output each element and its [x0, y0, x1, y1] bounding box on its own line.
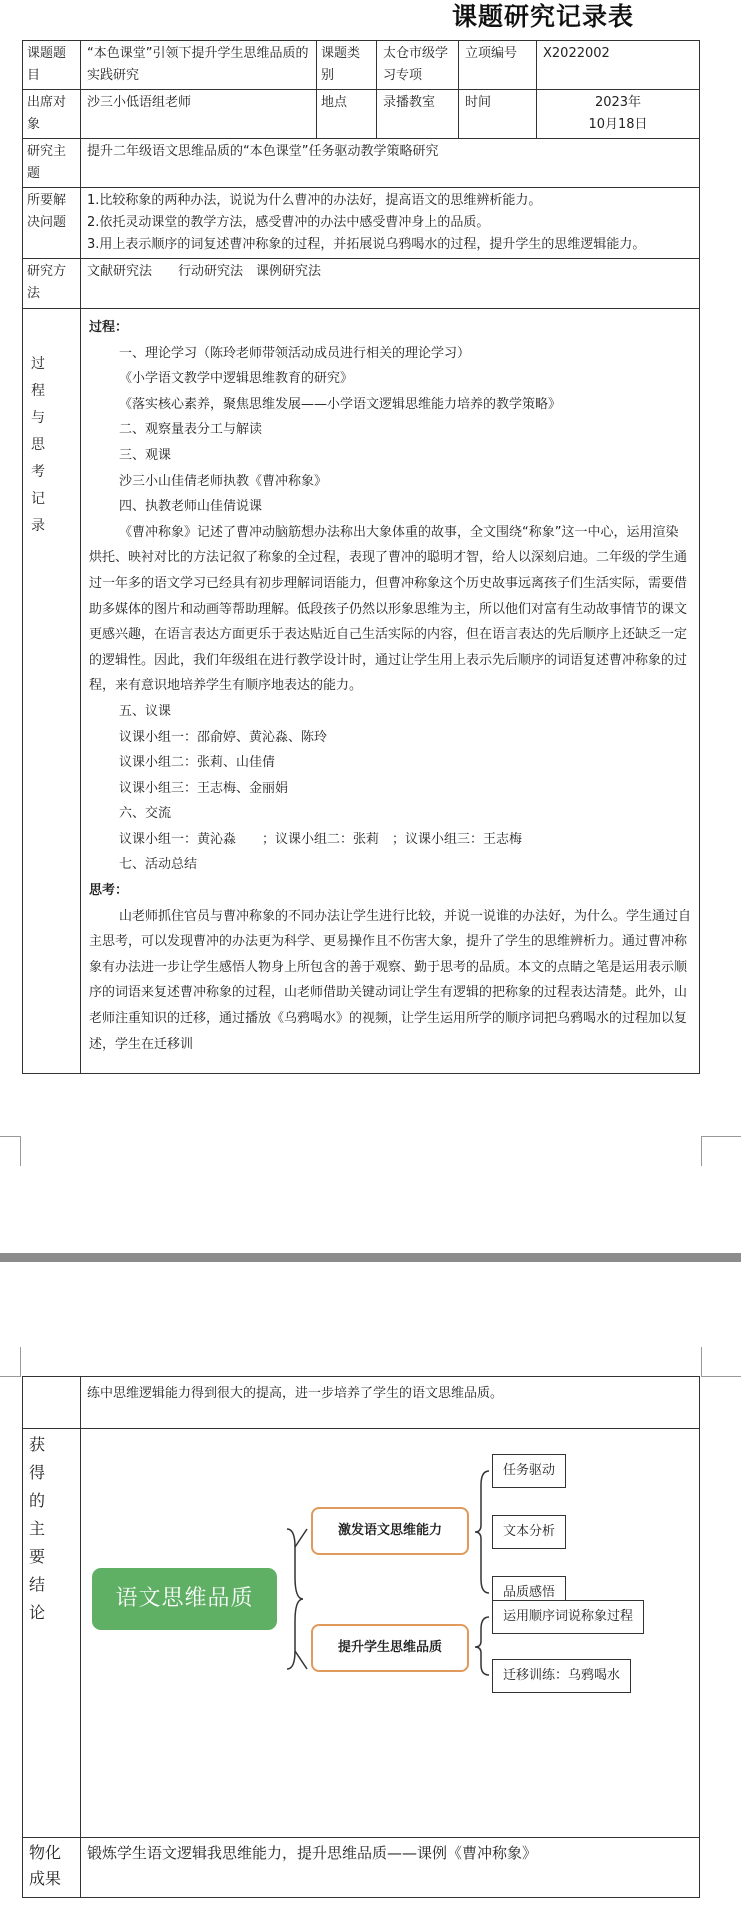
- lesson-paragraph: 《曹冲称象》记述了曹冲动脑筋想办法称出大象体重的故事，全文围绕“称象”这一中心，运用渲染烘托、映衬对比的方法记叙了称象的全过程，表现了曹冲的聪明才智，给人以深刻启迪。二年级的学生通过一年多的语文学习已经具有初步理解词语能力，但曹冲称象这个历史故事远离孩子们生活实际，需要借助多媒体的图片和动画等帮助理解。低段孩子仍然以形象思维为主，所以他们对富有生动故事情节的课文更感兴趣，在语言表达方面更乐于表达贴近自己生活实际的内容，但在语言表达的先后顺序上还缺乏一定的逻辑性。因此，我们年级组在进行教学设计时，通过让学生用上表示先后顺序的词语复述曹冲称象的过程，来有意识地培养学生有顺序地表达的能力。: [89, 524, 688, 694]
- process-line: 一、理论学习（陈玲老师带领活动成员进行相关的理论学习）: [119, 345, 471, 361]
- record-row: [23, 309, 700, 1074]
- discussion-line: 议课小组三：王志梅、金丽娟: [119, 780, 289, 796]
- problem-item: 2.依托灵动课堂的教学方法，感受曹冲的办法中感受曹冲身上的品质。: [87, 215, 490, 230]
- branch1-bracket: [475, 1471, 489, 1593]
- problem-item: 1.比较称象的两种办法，说说为什么曹冲的办法好，提高语文的思维辨析能力。: [87, 193, 542, 208]
- results-value: 锻炼学生语文逻辑我思维能力，提升思维品质——课例《曹冲称象》: [81, 1838, 700, 1898]
- crop-mark: [0, 1136, 20, 1137]
- continuation-text: 练中思维逻辑能力得到很大的提高，进一步培养了学生的语文思维品质。: [81, 1377, 700, 1429]
- record-label-char: 过: [31, 356, 45, 372]
- conclusion-label-char: 结: [29, 1575, 46, 1594]
- research-record-table-continued: [22, 1376, 700, 1898]
- mindmap-leaf: 品质感悟: [492, 1576, 566, 1610]
- record-label-char: 录: [31, 518, 45, 534]
- record-content: [81, 309, 700, 1074]
- conclusion-label-char: 主: [29, 1519, 46, 1538]
- thinking-paragraph: 山老师抓住官员与曹冲称象的不同办法让学生进行比较，并说一说谁的办法好，为什么。学生通过自主思考，可以发现曹冲的办法更为科学、更易操作且不伤害大象，提升了学生的思维辨析力。通过曹冲称象有办法进一步让学生感悟人物身上所包含的善于观察、勤于思考的品质。本文的点睛之笔是运用表示顺序的词语来复述曹冲称象的过程，山老师借助关键动词让学生有逻辑的把称象的过程表达清楚。此外，山老师注重知识的迁移，通过播放《乌鸦喝水》的视频，让学生运用所学的顺序词把乌鸦喝水的过程加以复述，学生在迁移训: [89, 908, 692, 1052]
- conclusion-label-char: 的: [29, 1491, 46, 1510]
- mindmap-leaf: 迁移训练：乌鸦喝水: [492, 1659, 631, 1693]
- attendees-value: 沙三小低语组老师: [81, 90, 317, 139]
- crop-mark: [20, 1136, 21, 1166]
- mindmap-branch: 提升学生思维品质: [311, 1624, 469, 1672]
- crop-mark: [701, 1136, 702, 1166]
- conclusions-label: [23, 1429, 81, 1838]
- category-value: 太仓市级学习专项: [377, 41, 459, 90]
- page-title: 课题研究记录表: [452, 2, 635, 31]
- problem-item: 3.用上表示顺序的词复述曹冲称象的过程，并拓展说乌鸦喝水的过程，提升学生的思维逻辑能力。: [87, 237, 646, 252]
- discussion-line: 议课小组一：邵俞婷、黄沁淼、陈玲: [119, 729, 328, 745]
- methods-value: 文献研究法 行动研究法 课例研究法: [81, 259, 700, 309]
- branch2-bracket: [475, 1617, 489, 1675]
- attendees-label: 出席对象: [23, 90, 81, 139]
- record-label-char: 考: [31, 464, 45, 480]
- record-label-char: 与: [31, 410, 45, 426]
- methods-label: 研究方法: [23, 259, 81, 309]
- location-value: 录播教室: [377, 90, 459, 139]
- record-label-char: 思: [31, 437, 45, 453]
- discussion-line: 五、议课: [119, 703, 172, 719]
- mindmap-branch: 激发语文思维能力: [311, 1507, 469, 1555]
- attendees-row: [23, 90, 700, 139]
- conclusion-label-char: 获: [29, 1435, 46, 1454]
- problems-label: 所要解决问题: [23, 188, 81, 259]
- conclusion-label-char: 论: [29, 1603, 46, 1622]
- process-line: 四、执教老师山佳倩说课: [119, 499, 263, 515]
- crop-mark: [701, 1136, 741, 1137]
- process-title: 过程：: [89, 320, 129, 335]
- results-label: 物化成果: [23, 1838, 81, 1898]
- thinking-title: 思考：: [89, 883, 129, 899]
- time-year: 2023年: [594, 95, 642, 110]
- category-label: 课题类别: [317, 41, 377, 90]
- process-line: 沙三小山佳倩老师执教《曹冲称象》: [119, 473, 328, 489]
- topic-label: 课题题目: [23, 41, 81, 90]
- topic-row: [23, 41, 700, 90]
- results-row: [23, 1838, 700, 1898]
- time-date: 10月18日: [588, 117, 648, 132]
- research-record-table: [22, 40, 700, 1074]
- discussion-line: 七、活动总结: [119, 857, 198, 873]
- record-label-char: 记: [31, 491, 45, 507]
- process-line: 二、观察量表分工与解读: [119, 422, 263, 438]
- record-label: [23, 309, 81, 1074]
- continuation-label: [23, 1377, 81, 1429]
- topic-value: “本色课堂”引领下提升学生思维品质的实践研究: [81, 41, 317, 90]
- record-label-char: 程: [31, 383, 45, 399]
- mindmap-leaf: 任务驱动: [492, 1454, 566, 1488]
- mindmap-root: 语文思维品质: [92, 1568, 277, 1630]
- time-label: 时间: [459, 90, 537, 139]
- research-topic-value: 提升二年级语文思维品质的“本色课堂”任务驱动教学策略研究: [81, 139, 700, 188]
- mindmap: [81, 1429, 698, 1837]
- mindmap-leaf: 文本分析: [492, 1515, 566, 1549]
- crop-mark: [20, 1347, 21, 1377]
- conclusion-label-char: 得: [29, 1463, 46, 1482]
- discussion-line: 议课小组二：张莉、山佳倩: [119, 755, 276, 771]
- research-topic-label: 研究主题: [23, 139, 81, 188]
- continuation-row: [23, 1377, 700, 1429]
- conclusion-label-char: 要: [29, 1547, 46, 1566]
- crop-mark: [701, 1376, 741, 1377]
- methods-row: [23, 259, 700, 309]
- problems-list: [81, 188, 700, 259]
- page-separator: [0, 1253, 741, 1262]
- problems-row: [23, 188, 700, 259]
- process-line: 《落实核心素养，聚焦思维发展——小学语文逻辑思维能力培养的教学策略》: [119, 396, 562, 412]
- mindmap-leaf: 运用顺序词说称象过程: [492, 1600, 644, 1634]
- crop-mark: [0, 1376, 20, 1377]
- project-no-label: 立项编号: [459, 41, 537, 90]
- location-label: 地点: [317, 90, 377, 139]
- process-line: 《小学语文教学中逻辑思维教育的研究》: [119, 371, 354, 387]
- discussion-line: 议课小组一：黄沁淼 ；议课小组二：张莉 ；议课小组三：王志梅: [119, 831, 523, 847]
- process-line: 三、观课: [119, 447, 172, 463]
- conclusions-content: [81, 1429, 700, 1838]
- research-topic-row: [23, 139, 700, 188]
- conclusions-row: [23, 1429, 700, 1838]
- crop-mark: [701, 1347, 702, 1377]
- project-no-value: X2022002: [537, 41, 700, 90]
- root-bracket: [287, 1529, 303, 1669]
- discussion-line: 六、交流: [119, 806, 172, 822]
- time-value: [537, 90, 700, 139]
